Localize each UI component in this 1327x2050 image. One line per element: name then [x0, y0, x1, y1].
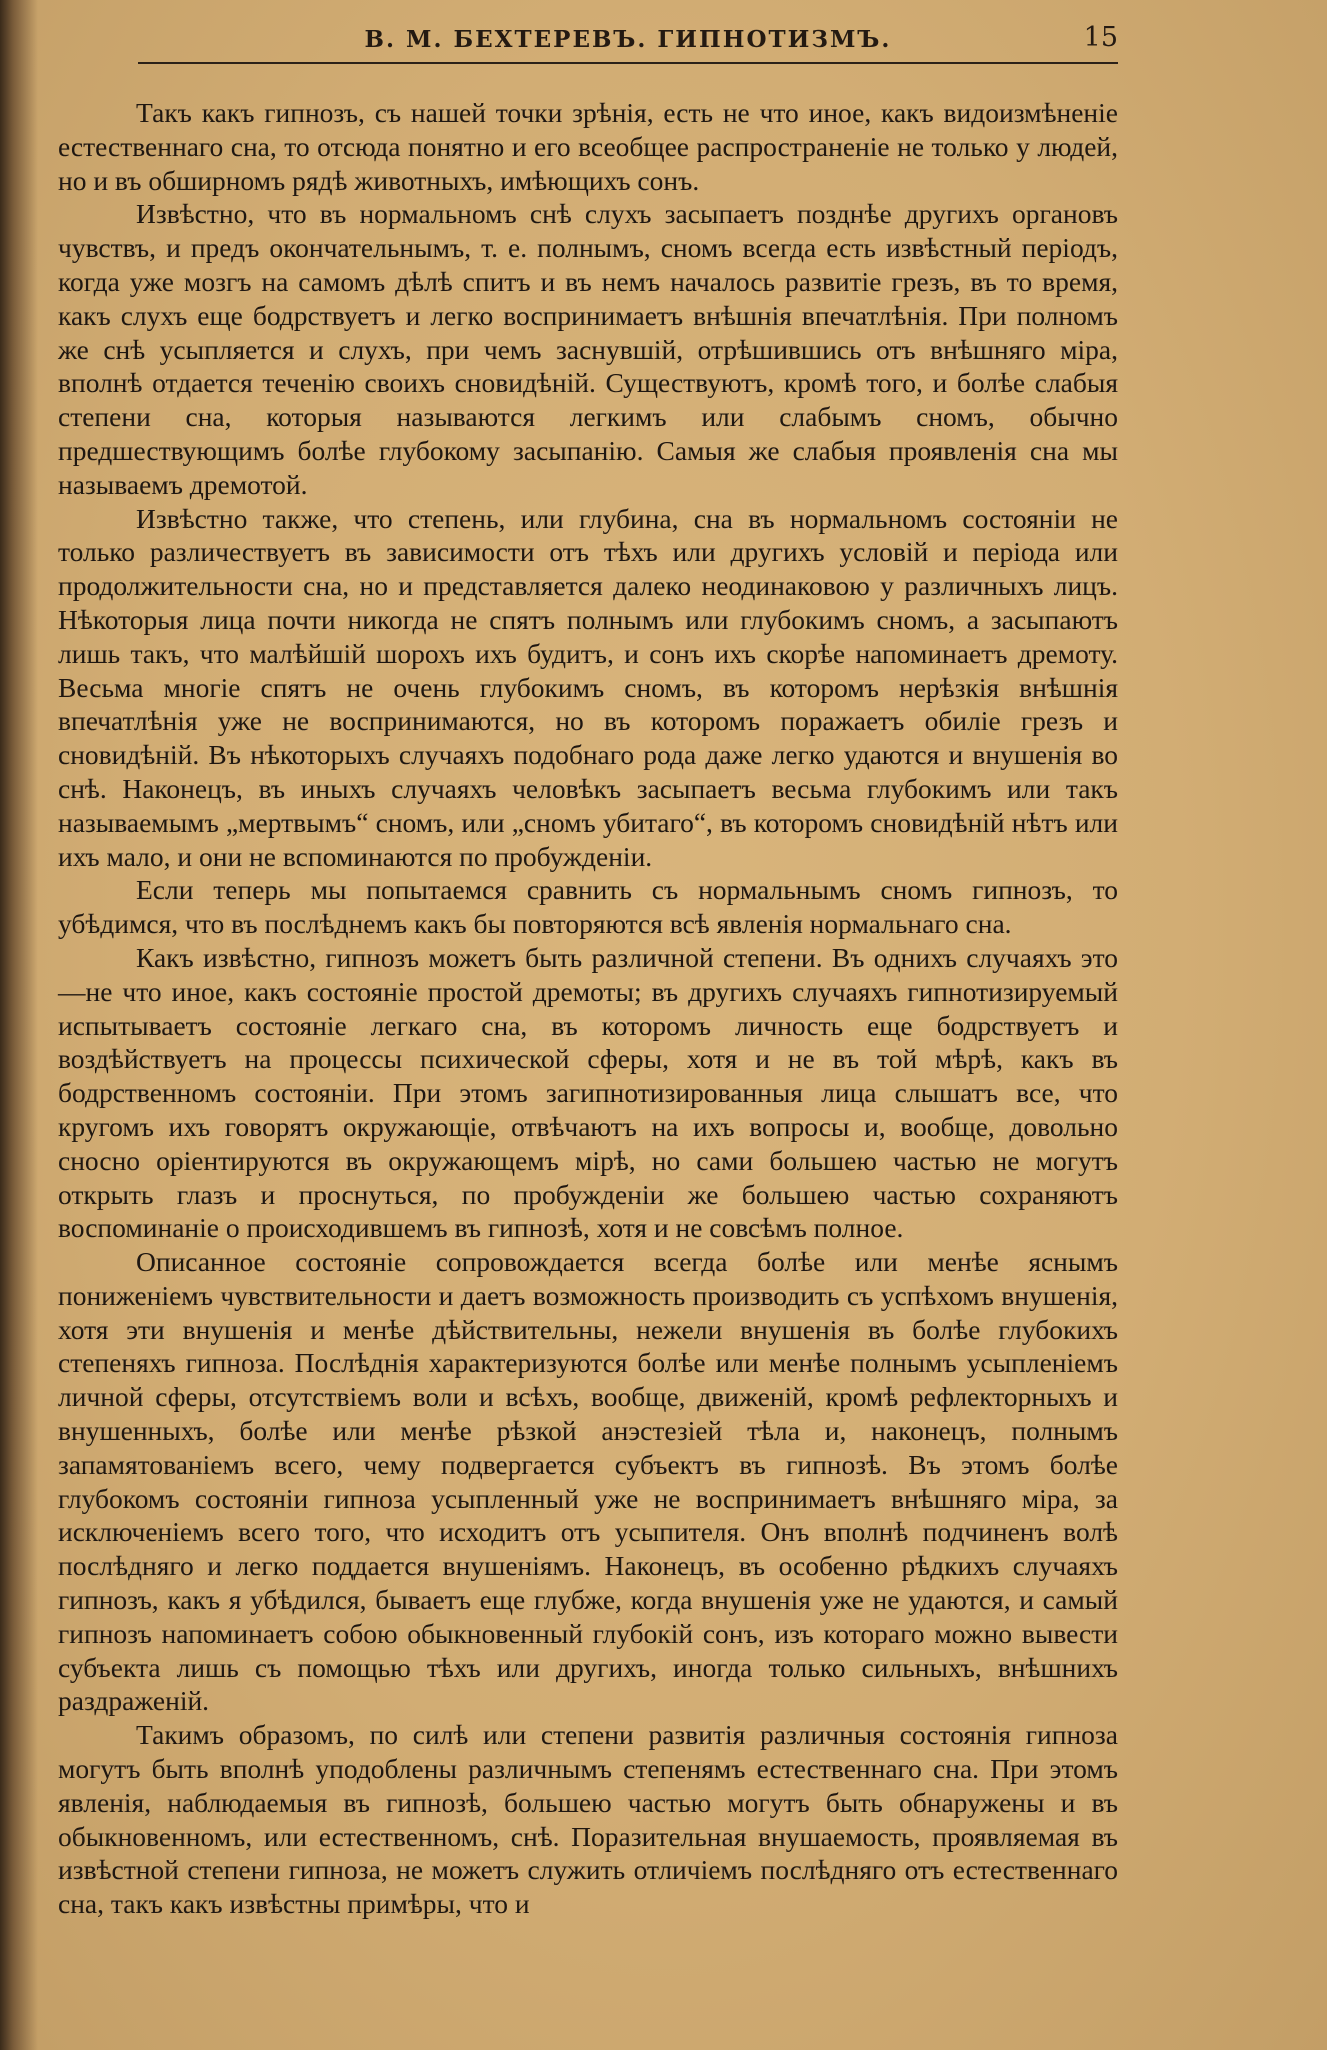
page-header — [138, 22, 1118, 64]
paragraph-1: Такъ какъ гипнозъ, съ нашей точки зрѣнія, есть не что иное, какъ видоизмѣненіе естественнаго сна, то отсюда понятно и его всеобщее распространеніе не только у людей, но и въ обширномъ рядѣ животныхъ, имѣющихъ сонъ. — [58, 97, 1118, 196]
body-text — [58, 96, 1118, 1921]
paragraph-2: Извѣстно, что въ нормальномъ снѣ слухъ засыпаетъ позднѣе другихъ органовъ чувствъ, и предъ окончательнымъ, т. е. полнымъ, сномъ всегда есть извѣстный періодъ, когда уже мозгъ на самомъ дѣлѣ спитъ и въ немъ началось развитіе грезъ, въ то время, какъ слухъ еще бодрствуетъ и легко воспринимаетъ внѣшнія впечатлѣнія. При полномъ же снѣ усыпляется и слухъ, при чемъ заснувшій, отрѣшившись отъ внѣшняго міра, вполнѣ отдается теченію своихъ сновидѣній. Существуютъ, кромѣ того, и болѣе слабыя степени сна, которыя называются легкимъ или слабымъ сномъ, обычно предшествующимъ болѣе глубокому засыпанію. Самыя же слабыя проявленія сна мы называемъ дремотой. — [58, 198, 1118, 500]
paragraph-7: Такимъ образомъ, по силѣ или степени развитія различныя состоянія гипноза могутъ быть вполнѣ уподоблены различнымъ степенямъ естественнаго сна. При этомъ явленія, наблюдаемыя въ гипнозѣ, большею частью могутъ быть обнаружены и въ обыкновенномъ, или естественномъ, снѣ. Поразительная внушаемость, проявляемая въ извѣстной степени гипноза, не можетъ служить отличіемъ послѣдняго отъ естественнаго сна, такъ какъ извѣстны примѣры, что и — [58, 1719, 1118, 1920]
binding-shadow — [0, 0, 38, 2050]
paragraph-3: Извѣстно также, что степень, или глубина, сна въ нормальномъ состояніи не только различествуетъ въ зависимости отъ тѣхъ или другихъ условій и періода или продолжительности сна, но и представляется далеко неодинаковою у различныхъ лицъ. Нѣкоторыя лица почти никогда не спятъ полнымъ или глубокимъ сномъ, а засыпаютъ лишь такъ, что малѣйшій шорохъ ихъ будитъ, и сонъ ихъ скорѣе напоминаетъ дремоту. Весьма многіе спятъ не очень глубокимъ сномъ, въ которомъ нерѣзкія внѣшнія впечатлѣнія уже не воспринимаются, но въ которомъ поражаетъ обиліе грезъ и сновидѣній. Въ нѣкоторыхъ случаяхъ подобнаго рода даже легко удаются и внушенія во снѣ. Наконецъ, въ иныхъ случаяхъ человѣкъ засыпаетъ весьма глубокимъ или такъ называемымъ „мертвымъ“ сномъ, или „сномъ убитаго“, въ которомъ сновидѣній нѣтъ или ихъ мало, и они не вспоминаются по пробужденіи. — [58, 502, 1118, 872]
running-head: В. М. БЕХТЕРЕВЪ. ГИПНОТИЗМЪ. — [364, 26, 892, 53]
paragraph-6: Описанное состояніе сопровождается всегда болѣе или менѣе яснымъ пониженіемъ чувствительности и даетъ возможность производить съ успѣхомъ внушенія, хотя эти внушенія и менѣе дѣйствительны, нежели внушенія въ болѣе глубокихъ степеняхъ гипноза. Послѣднія характеризуются болѣе или менѣе полнымъ усыпленіемъ личной сферы, отсутствіемъ воли и всѣхъ, вообще, движеній, кромѣ рефлекторныхъ и внушенныхъ, болѣе или менѣе рѣзкой анэстезіей тѣла и, наконецъ, полнымъ запамятованіемъ всего, чему подвергается субъектъ въ гипнозѣ. Въ этомъ болѣе глубокомъ состояніи гипноза усыпленный уже не воспринимаетъ внѣшняго міра, за исключеніемъ всего того, что исходитъ отъ усыпителя. Онъ вполнѣ подчиненъ волѣ послѣдняго и легко поддается внушеніямъ. Наконецъ, въ особенно рѣдкихъ случаяхъ гипнозъ, какъ я убѣдился, бываетъ еще глубже, когда внушенія уже не удаются, и самый гипнозъ напоминаетъ собою обыкновенный глубокій сонъ, изъ котораго можно вывести субъекта лишь съ помощью тѣхъ или другихъ, иногда только сильныхъ, внѣшнихъ раздраженій. — [58, 1246, 1118, 1717]
paragraph-5: Какъ извѣстно, гипнозъ можетъ быть различной степени. Въ однихъ случаяхъ это—не что иное, какъ состояніе простой дремоты; въ другихъ случаяхъ гипнотизируемый испытываетъ состояніе легкаго сна, въ которомъ личность еще бодрствуетъ и воздѣйствуетъ на процессы психической сферы, хотя и не въ той мѣрѣ, какъ въ бодрственномъ состояніи. При этомъ загипнотизированныя лица слышатъ все, что кругомъ ихъ говорятъ окружающіе, отвѣчаютъ на ихъ вопросы и, вообще, довольно сносно оріентируются въ окружающемъ мірѣ, но сами большею частью не могутъ открыть глазъ и проснуться, по пробужденіи же большею частью сохраняютъ воспоминаніе о происходившемъ въ гипнозѣ, хотя и не совсѣмъ полное. — [58, 941, 1118, 1244]
paragraph-4: Если теперь мы попытаемся сравнить съ нормальнымъ сномъ гипнозъ, то убѣдимся, что въ послѣднемъ какъ бы повторяются всѣ явленія нормальнаго сна. — [58, 874, 1118, 940]
page-number: 15 — [1083, 22, 1118, 53]
